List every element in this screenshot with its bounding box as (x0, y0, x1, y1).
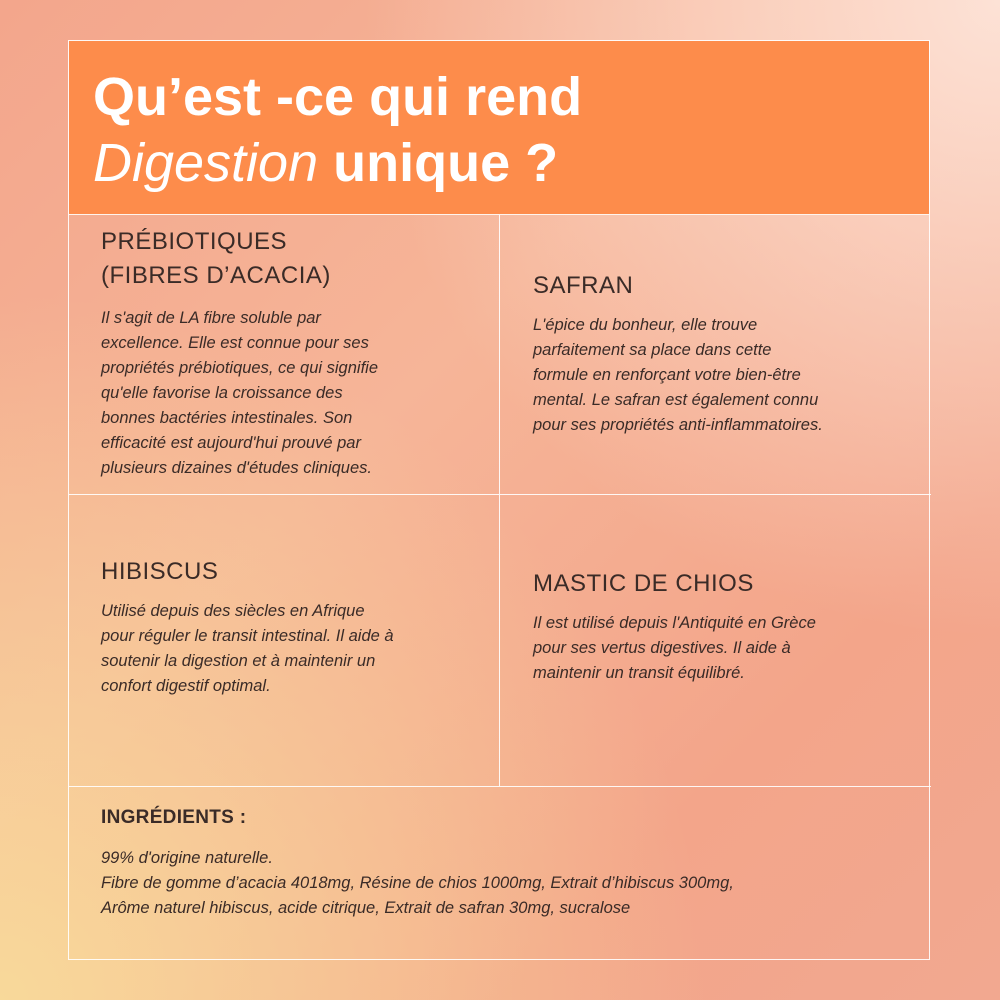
card-body: L'épice du bonheur, elle trouve parfaitement sa place dans cette formule en renforçant votre bien-être mental. Le safran est également connu pour ses propriétés anti-inflammatoires. (533, 316, 823, 434)
title-line-1: Qu’est -ce qui rend (93, 67, 583, 127)
card-mastic-de-chios (500, 495, 931, 787)
info-panel (68, 40, 930, 960)
ingredients-section (69, 787, 931, 959)
card-heading: MASTIC DE CHIOS (533, 570, 754, 597)
title-line-2 (93, 133, 558, 193)
product-name: Digestion (93, 133, 319, 193)
card-heading: SAFRAN (533, 272, 634, 299)
card-prebiotiques (69, 215, 500, 495)
card-body: Utilisé depuis des siècles en Afrique pour réguler le transit intestinal. Il aide à soutenir la digestion et à maintenir un confort digestif optimal. (101, 602, 394, 695)
card-body: Il est utilisé depuis l'Antiquité en Grèce pour ses vertus digestives. Il aide à maintenir un transit équilibré. (533, 614, 816, 682)
card-safran (500, 215, 931, 495)
title-line-2-rest: unique ? (318, 133, 559, 193)
title-banner (69, 41, 929, 215)
ingredients-heading: INGRÉDIENTS : (101, 807, 247, 828)
card-heading: PRÉBIOTIQUES (FIBRES D’ACACIA) (101, 228, 331, 289)
card-heading: HIBISCUS (101, 558, 219, 585)
ingredients-list: 99% d'origine naturelle. Fibre de gomme d’acacia 4018mg, Résine de chios 1000mg, Extrait d’hibiscus 300mg, Arôme naturel hibiscus, acide citrique, Extrait de safran 30mg, sucralose (101, 849, 734, 917)
card-hibiscus (69, 495, 500, 787)
card-body: Il s'agit de LA fibre soluble par excellence. Elle est connue pour ses propriétés prébiotiques, ce qui signifie qu'elle favorise la croissance des bonnes bactéries intestinales. Son efficacité est aujourd'hui prouvé par plusieurs dizaines d'études cliniques. (101, 309, 378, 477)
